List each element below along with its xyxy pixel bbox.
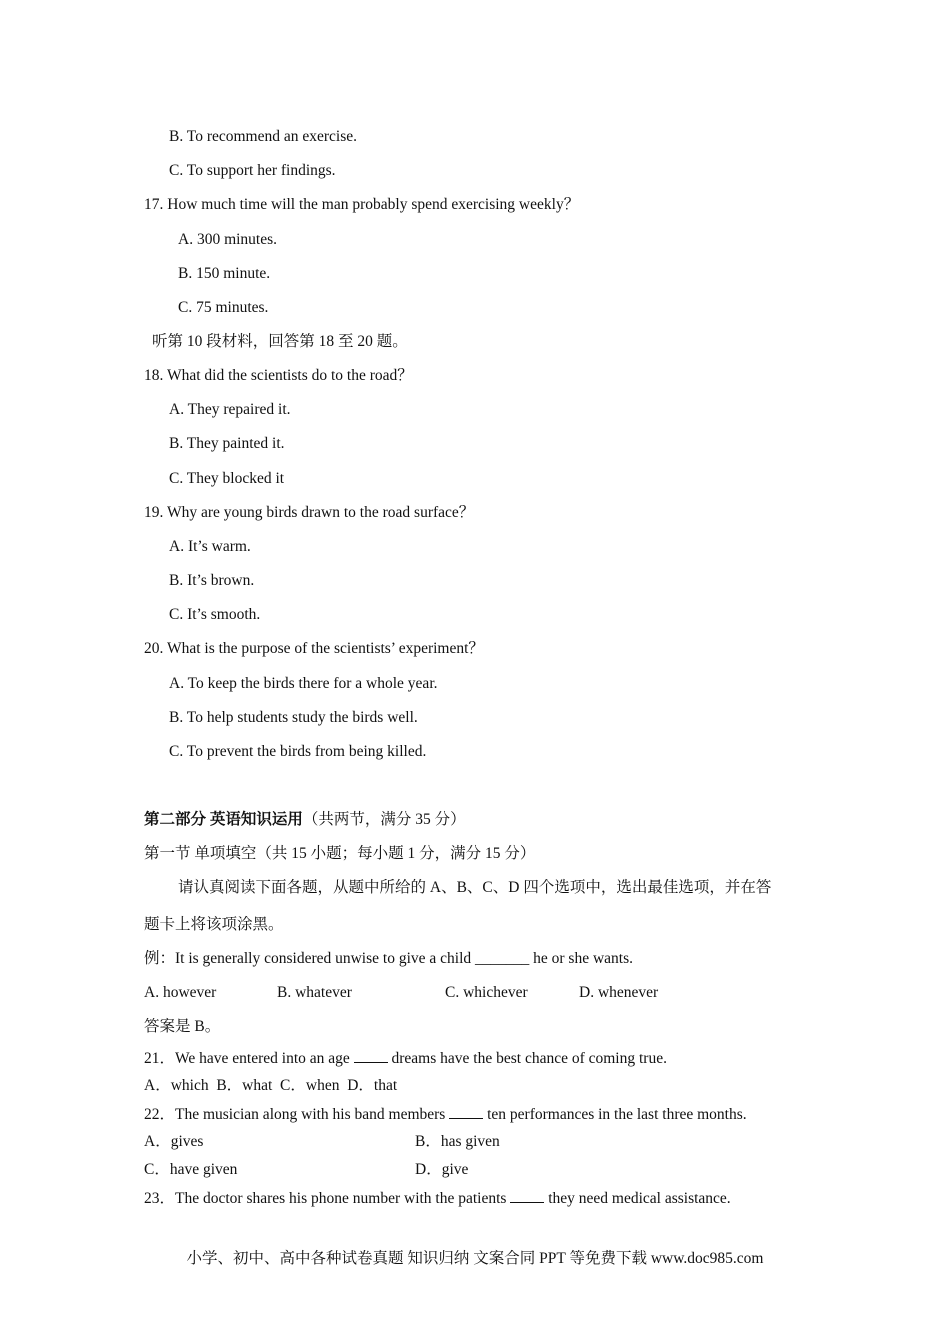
question-20: 20. What is the purpose of the scientists’ experiment？: [144, 640, 484, 657]
q20-option-b: B. To help students study the birds well.: [169, 709, 418, 726]
page-footer: 小学、初中、高中各种试卷真题 知识归纳 文案合同 PPT 等免费下载 www.doc985.com: [186, 1250, 764, 1267]
part2-heading: [144, 810, 466, 830]
question-17: 17. How much time will the man probably spend exercising weekly？: [144, 196, 580, 213]
part2-heading-note: （共两节，满分 35 分）: [302, 811, 466, 828]
q19-option-a: A. It’s warm.: [169, 538, 251, 555]
answer-blank: [449, 1104, 483, 1119]
q20-option-a: A. To keep the birds there for a whole year.: [169, 675, 438, 692]
q22-option-b: B．has given: [415, 1133, 500, 1150]
q22-text-start: 22．The musician along with his band members: [144, 1106, 450, 1123]
q18-option-b: B. They painted it.: [169, 435, 285, 452]
q23-text-end: they need medical assistance.: [544, 1190, 731, 1207]
q21-options: A．which B．what C．when D．that: [144, 1077, 398, 1094]
q18-option-c: C. They blocked it: [169, 470, 285, 487]
example-option-a: A. however: [144, 984, 217, 1001]
example-option-c: C. whichever: [445, 984, 528, 1001]
q16-option-c: C. To support her findings.: [169, 162, 336, 179]
example-option-d: D. whenever: [579, 984, 659, 1001]
q23-text-start: 23．The doctor shares his phone number with the patients: [144, 1190, 511, 1207]
example-question: 例：It is generally considered unwise to give a child _______ he or she wants.: [144, 950, 633, 967]
q22-text-end: ten performances in the last three months.: [483, 1106, 747, 1123]
q22-option-c: C．have given: [144, 1161, 238, 1178]
section-10-note: 听第 10 段材料，回答第 18 至 20 题。: [152, 333, 408, 350]
q19-option-c: C. It’s smooth.: [169, 606, 261, 623]
q22-option-d: D．give: [415, 1161, 469, 1178]
q16-option-b: B. To recommend an exercise.: [169, 128, 358, 145]
question-18: 18. What did the scientists do to the road？: [144, 367, 413, 384]
q22-option-a: A．gives: [144, 1133, 204, 1150]
question-22: [144, 1104, 747, 1125]
q17-option-a: A. 300 minutes.: [178, 231, 278, 248]
answer-blank: [354, 1048, 388, 1063]
example-answer: 答案是 B。: [144, 1018, 221, 1035]
example-option-b: B. whatever: [277, 984, 352, 1001]
part2-heading-title: 第二部分 英语知识运用: [144, 811, 303, 828]
answer-blank: [510, 1188, 544, 1203]
q17-option-b: B. 150 minute.: [178, 265, 271, 282]
q21-text-start: 21．We have entered into an age: [144, 1050, 354, 1067]
q20-option-c: C. To prevent the birds from being killed.: [169, 743, 427, 760]
question-21: [144, 1048, 667, 1069]
q19-option-b: B. It’s brown.: [169, 572, 255, 589]
q18-option-a: A. They repaired it.: [169, 401, 291, 418]
question-19: 19. Why are young birds drawn to the road surface？: [144, 504, 475, 521]
q21-text-end: dreams have the best chance of coming true.: [387, 1050, 667, 1067]
instruction-line-1: 请认真阅读下面各题，从题中所给的 A、B、C、D 四个选项中，选出最佳选项，并在答: [178, 879, 772, 896]
instruction-line-2: 题卡上将该项涂黑。: [144, 916, 284, 933]
question-23: [144, 1188, 731, 1209]
section1-title: 第一节 单项填空（共 15 小题；每小题 1 分，满分 15 分）: [144, 845, 536, 862]
q17-option-c: C. 75 minutes.: [178, 299, 269, 316]
